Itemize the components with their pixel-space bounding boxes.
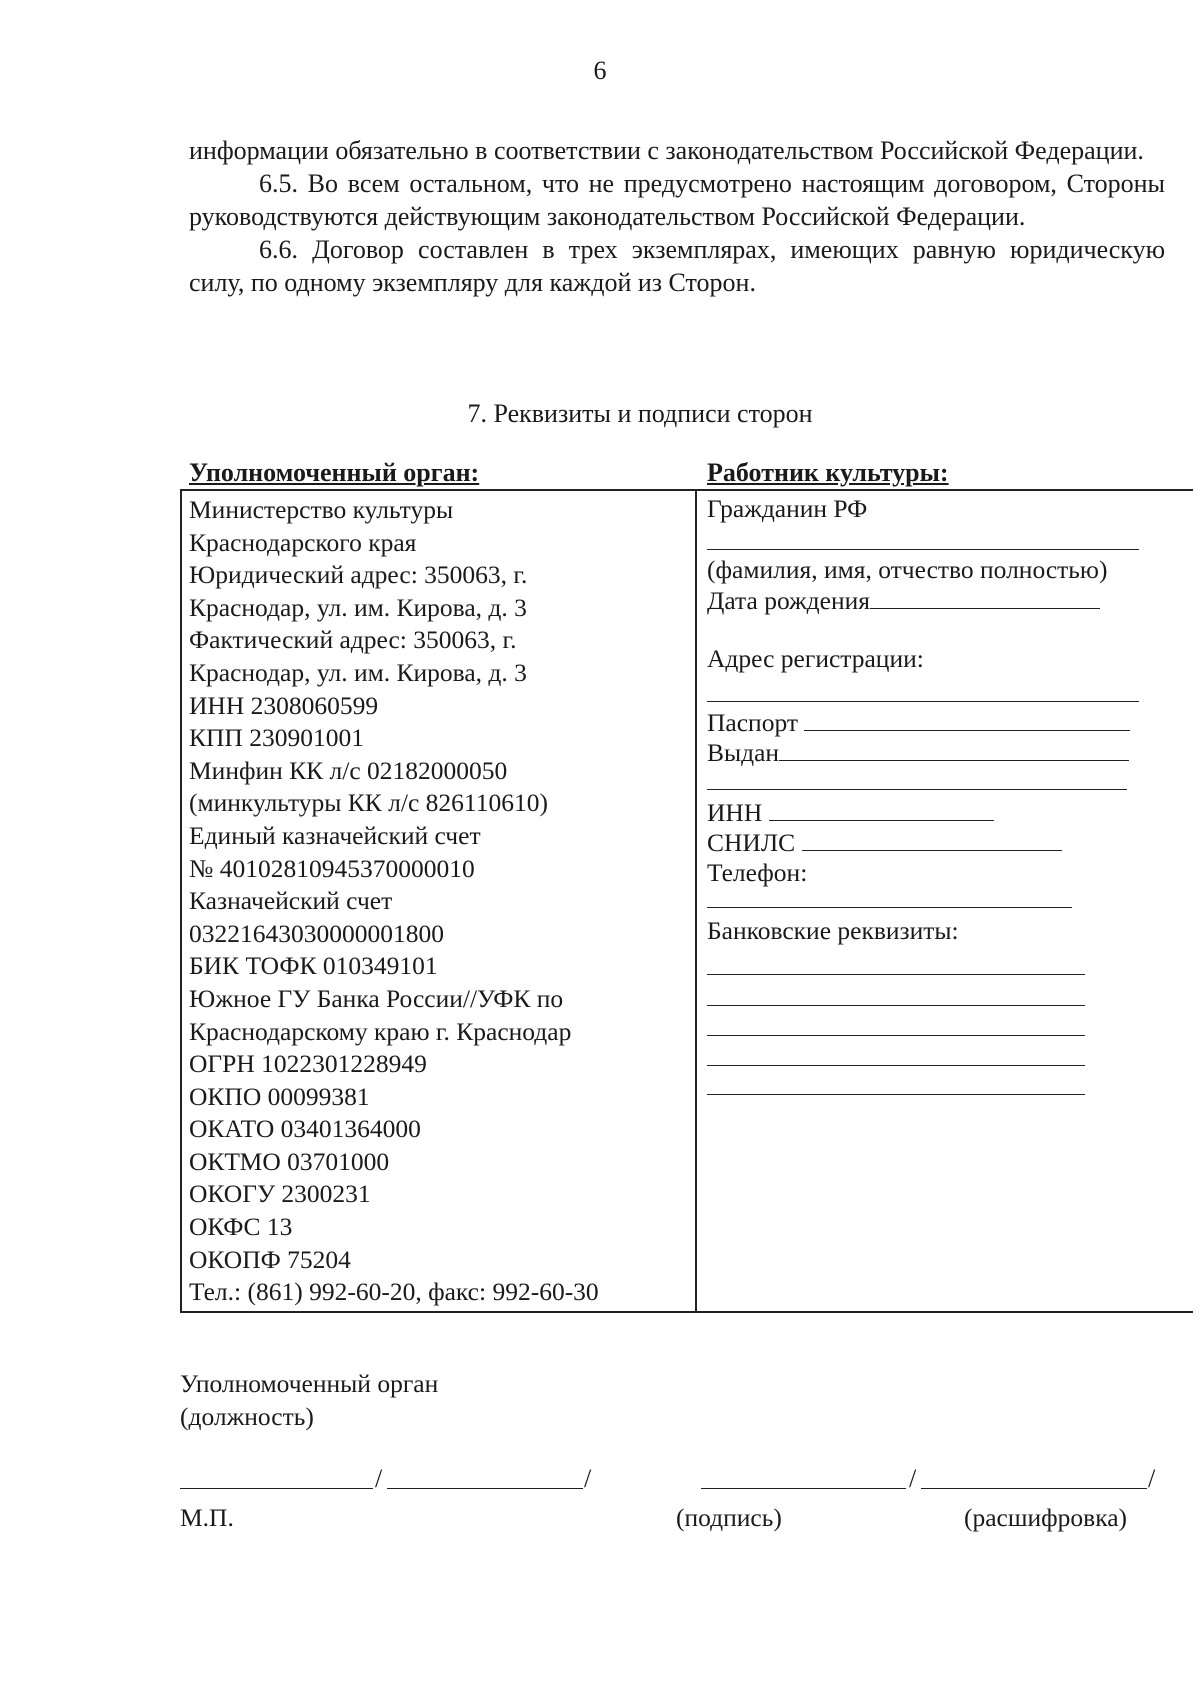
birth-date-label: Дата рождения [707, 586, 870, 615]
bank-line-1[interactable] [707, 974, 1085, 975]
authority-line: ОКФС 13 [189, 1212, 293, 1242]
authority-line: ОКПО 00099381 [189, 1081, 370, 1111]
phone-label: Телефон: [707, 858, 808, 887]
authority-line: ОКОПФ 75204 [189, 1244, 351, 1274]
authority-details [189, 494, 599, 1309]
paragraph-continuation: информации обязательно в соответствии с законодательством Российской Федерации. [189, 136, 1144, 165]
authority-line: ОГРН 1022301228949 [189, 1049, 427, 1079]
authority-line: Единый казначейский счет [189, 820, 481, 850]
passport-line [804, 708, 1130, 731]
birth-date-field[interactable] [707, 586, 1100, 616]
authority-line: Краснодарского края [189, 527, 417, 557]
bank-label: Банковские реквизиты: [707, 916, 959, 945]
authority-line: Краснодар, ул. им. Кирова, д. 3 [189, 657, 527, 687]
inn-line [769, 798, 994, 821]
passport-label: Паспорт [707, 708, 799, 737]
bank-line-3[interactable] [707, 1035, 1085, 1036]
authority-heading: Уполномоченный орган: [189, 458, 480, 487]
signer-position-label: (должность) [180, 1402, 314, 1431]
citizen-label: Гражданин РФ [707, 494, 868, 523]
authority-slash-2: / [584, 1464, 592, 1493]
authority-line: ИНН 2308060599 [189, 690, 379, 720]
authority-line: КПП 230901001 [189, 723, 364, 753]
paragraph-6-6: 6.6. Договор составлен в трех экземплярах, имеющих равную юридическую силу, по одному экземпляру для каждой из Сторон. [189, 235, 1165, 297]
authority-line: ОКАТО 03401364000 [189, 1114, 421, 1144]
authority-line: № 40102810945370000010 [189, 853, 475, 883]
worker-signature-line[interactable] [701, 1488, 906, 1489]
worker-slash-1: / [909, 1464, 917, 1493]
issued-line [779, 738, 1129, 761]
authority-line: Казначейский счет [189, 886, 393, 916]
worker-slash-2: / [1148, 1464, 1156, 1493]
worker-heading: Работник культуры: [707, 458, 949, 487]
authority-line: ОКОГУ 2300231 [189, 1179, 371, 1209]
body-text [189, 134, 1165, 299]
bank-line-5[interactable] [707, 1094, 1085, 1095]
authority-line: Тел.: (861) 992-60-20, факс: 992-60-30 [189, 1277, 599, 1307]
signer-org-label: Уполномоченный орган [180, 1369, 439, 1398]
passport-field[interactable] [707, 708, 1130, 738]
fio-hint: (фамилия, имя, отчество полностью) [707, 555, 1108, 584]
authority-line: Южное ГУ Банка России//УФК по [189, 983, 564, 1013]
signature-caption: (подпись) [676, 1503, 782, 1532]
snils-line [802, 828, 1062, 851]
fio-line[interactable] [707, 549, 1139, 550]
issued-label: Выдан [707, 738, 780, 767]
section-title: 7. Реквизиты и подписи сторон [467, 399, 813, 428]
page-number: 6 [593, 56, 607, 85]
authority-line: Минфин КК л/с 02182000050 [189, 755, 508, 785]
issued-field[interactable] [707, 738, 1129, 768]
decode-caption: (расшифровка) [964, 1503, 1128, 1532]
address-line[interactable] [707, 701, 1139, 702]
snils-label: СНИЛС [707, 828, 796, 857]
snils-field[interactable] [707, 828, 1062, 858]
authority-signature-line[interactable] [180, 1488, 373, 1489]
authority-name-line[interactable] [387, 1488, 583, 1489]
paragraph-6-5: 6.5. Во всем остальном, что не предусмотрено настоящим договором, Стороны руководствуются действующим законодательством Российской Федерации. [189, 169, 1165, 231]
address-label: Адрес регистрации: [707, 644, 924, 673]
bank-line-2[interactable] [707, 1005, 1085, 1006]
issued-line-2[interactable] [707, 789, 1127, 790]
authority-line: Краснодар, ул. им. Кирова, д. 3 [189, 592, 527, 622]
birth-date-line [870, 586, 1100, 609]
authority-line: Юридический адрес: 350063, г. [189, 560, 528, 590]
signer-block [180, 1367, 438, 1433]
authority-line: Министерство культуры [189, 495, 454, 524]
phone-line[interactable] [707, 907, 1072, 908]
bank-line-4[interactable] [707, 1065, 1085, 1066]
authority-line: БИК ТОФК 010349101 [189, 951, 438, 981]
inn-field[interactable] [707, 798, 994, 828]
authority-line: 03221643030000001800 [189, 918, 444, 948]
authority-line: (минкультуры КК л/с 826110610) [189, 788, 548, 818]
authority-line: Краснодарскому краю г. Краснодар [189, 1016, 572, 1046]
authority-line: Фактический адрес: 350063, г. [189, 625, 517, 655]
worker-name-line[interactable] [921, 1488, 1147, 1489]
inn-label: ИНН [707, 798, 763, 827]
authority-line: ОКТМО 03701000 [189, 1146, 390, 1176]
authority-slash-1: / [375, 1464, 383, 1493]
stamp-label: М.П. [180, 1503, 234, 1532]
